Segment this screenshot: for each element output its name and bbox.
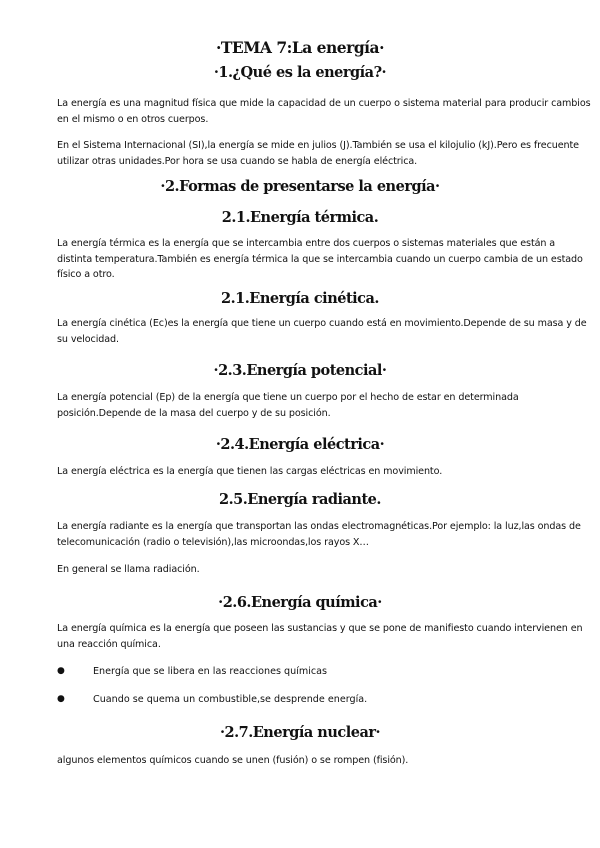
document-title: ·TEMA 7:La energía· (216, 38, 384, 57)
paragraph: En general se llama radiación. (57, 564, 200, 575)
paragraph: La energía es una magnitud física que mide la capacidad de un cuerpo o sistema material para producir cambios en el mismo o en otros cuerpos. (57, 98, 591, 125)
section-heading-2-7: ·2.7.Energía nuclear· (219, 724, 381, 741)
bullet-icon: ● (57, 666, 65, 676)
list-item-text: Cuando se quema un combustible,se desprende energía. (93, 694, 368, 705)
section-heading-2-1: 2.1.Energía térmica. (221, 209, 379, 226)
section-heading-2-2: 2.1.Energía cinética. (221, 290, 379, 307)
paragraph: La energía potencial (Ep) de la energía que tiene un cuerpo por el hecho de estar en determinada posición.Depende de la masa del cuerpo y de su posición. (57, 392, 519, 419)
bullet-icon: ● (57, 694, 65, 704)
section-heading-2-4: ·2.4.Energía eléctrica· (215, 436, 385, 453)
section-heading-1: ·1.¿Qué es la energía?· (213, 64, 387, 81)
list-item-text: Energía que se libera en las reacciones químicas (93, 666, 328, 677)
paragraph: La energía cinética (Ec)es la energía que tiene un cuerpo cuando está en movimiento.Depende de su masa y de su velocidad. (57, 318, 587, 345)
section-heading-2: ·2.Formas de presentarse la energía· (160, 178, 440, 195)
paragraph: En el Sistema Internacional (SI),la energía se mide en julios (J).También se usa el kilojulio (kJ).Pero es frecuente utilizar otras unidades.Por hora se usa cuando se habla de energía eléctrica. (57, 140, 579, 167)
paragraph: La energía térmica es la energía que se intercambia entre dos cuerpos o sistemas materiales que están a distinta temperatura.También es energía térmica la que se intercambia cuando un cuerpo cambia de un estado físico a otro. (57, 238, 583, 280)
paragraph: La energía química es la energía que poseen las sustancias y que se pone de manifiesto cuando intervienen en una reacción química. (57, 623, 583, 650)
section-heading-2-6: ·2.6.Energía química· (218, 594, 382, 611)
section-heading-2-5: 2.5.Energía radiante. (219, 491, 381, 508)
section-heading-2-3: ·2.3.Energía potencial· (213, 362, 387, 379)
paragraph: La energía radiante es la energía que transportan las ondas electromagnéticas.Por ejemplo: la luz,las ondas de telecomunicación (radio o televisión),las microondas,los rayos X… (57, 521, 581, 548)
paragraph: algunos elementos químicos cuando se unen (fusión) o se rompen (fisión). (57, 755, 409, 766)
paragraph: La energía eléctrica es la energía que tienen las cargas eléctricas en movimiento. (57, 466, 443, 477)
